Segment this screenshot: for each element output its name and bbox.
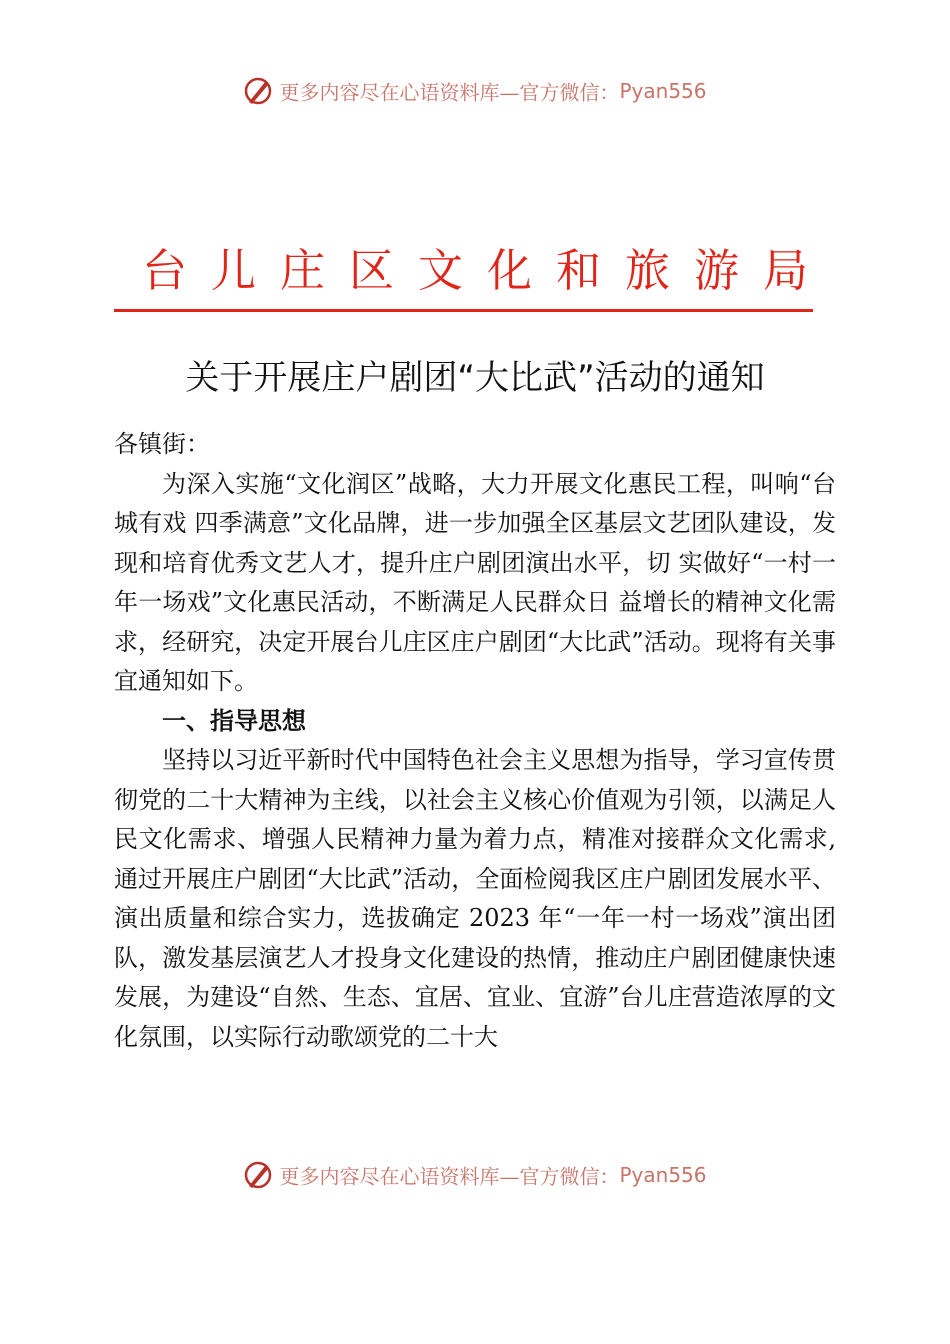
pen-logo-icon	[243, 76, 273, 106]
office-name: 台儿庄区文化和旅游局	[141, 244, 832, 297]
document-title: 关于开展庄户剧团“大比武”活动的通知	[185, 358, 765, 398]
red-divider	[114, 309, 813, 312]
pen-logo-icon	[243, 1160, 273, 1190]
watermark-top: 更多内容尽在心语资料库—官方微信：Pyan556	[0, 76, 950, 106]
watermark-bottom: 更多内容尽在心语资料库—官方微信：Pyan556	[0, 1160, 950, 1190]
document-body	[114, 425, 836, 1057]
intro-paragraph: 为深入实施“文化润区”战略，大力开展文化惠民工程，叫响“台城有戏 四季满意”文化品牌，进一步加强全区基层文艺团队建设，发现和培育优秀文艺人才，提升庄户剧团演出水平，切 实做好“一村一年一场戏”文化惠民活动，不断满足人民群众日 益增长的精神文化需求，经研究，决定开展台儿庄区庄户剧团“大比武”活动。现将有关事宜通知如下。	[114, 469, 836, 695]
section-paragraph: 坚持以习近平新时代中国特色社会主义思想为指导，学习宣传贯彻党的二十大精神为主线，以社会主义核心价值观为引领，以满足人民文化需求、增强人民精神力量为着力点，精准对接群众文化需求,通过开展庄户剧团“大比武”活动，全面检阅我区庄户剧团发展水平、演出质量和综合实力，选拔确定 2023 年“一年一村一场戏”演出团队，激发基层演艺人才投身文化建设的热情，推动庄户剧团健康快速发展，为建设“自然、生态、宜居、宜业、宜游”台儿庄营造浓厚的文化氛围，以实际行动歌颂党的二十大	[114, 746, 836, 1051]
section-heading: 一、指导思想	[162, 706, 306, 735]
salutation: 各镇街：	[114, 430, 210, 458]
